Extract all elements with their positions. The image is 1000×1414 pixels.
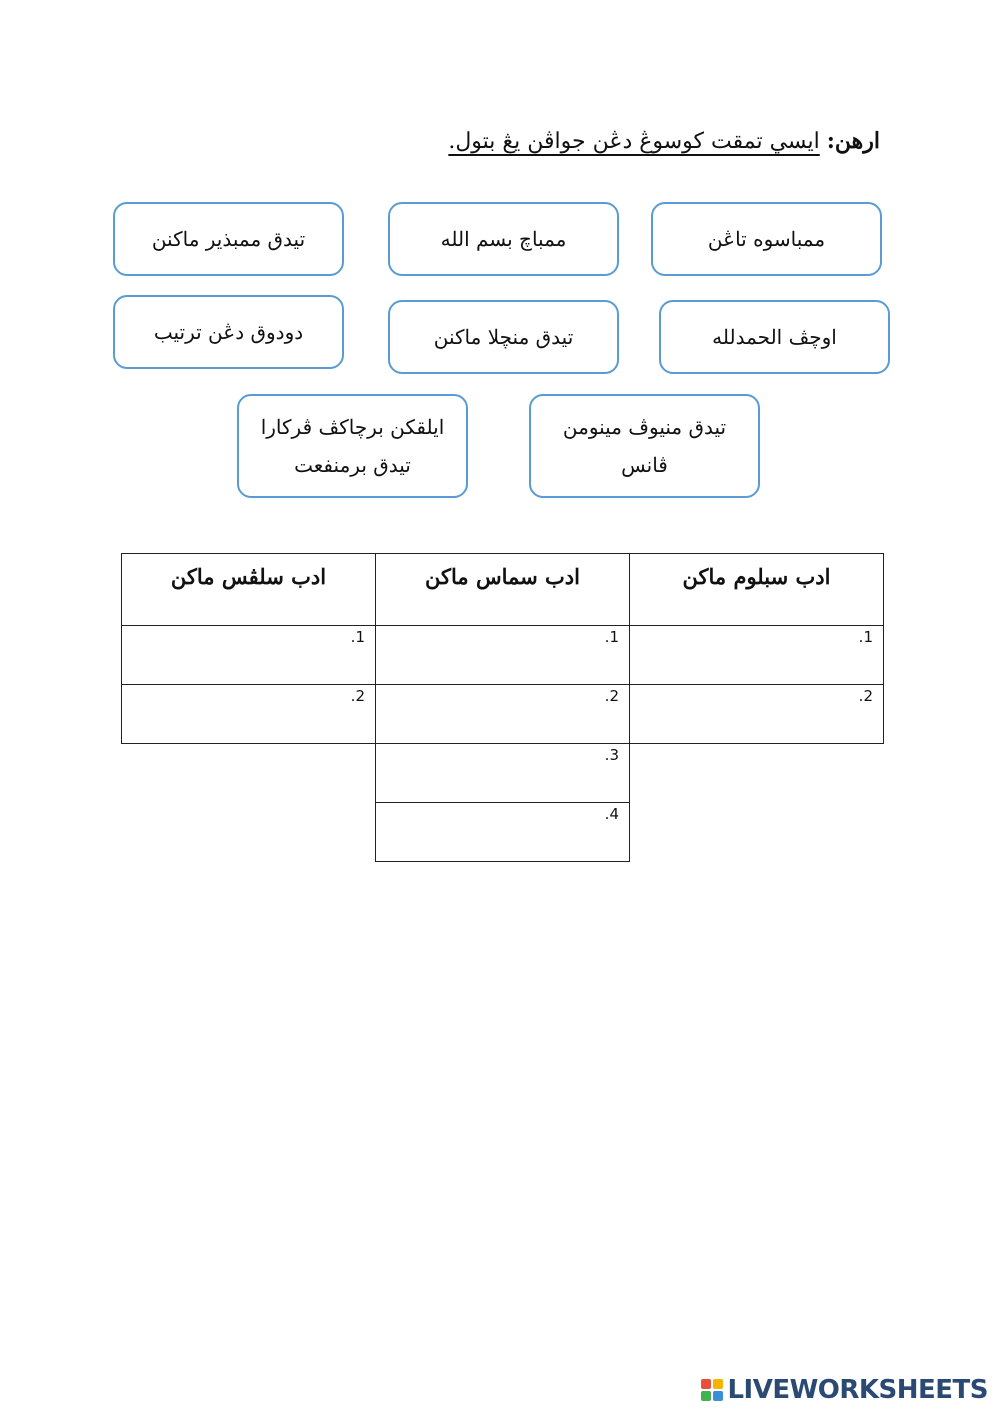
answer-card[interactable]: ممباچ بسم الله: [388, 202, 619, 276]
header-while-eating: ادب سماس ماكن: [376, 554, 630, 626]
drop-zone[interactable]: [382, 766, 623, 800]
logo-square: [713, 1391, 723, 1401]
instruction-label: ارهن:: [826, 128, 880, 154]
drop-zone[interactable]: [382, 648, 623, 682]
table-header-row: [122, 554, 884, 626]
item-number: 3.: [604, 746, 619, 764]
logo-square: [701, 1379, 711, 1389]
answer-cell-during-3[interactable]: [376, 744, 630, 803]
drop-zone[interactable]: [382, 825, 623, 859]
item-number: 2.: [604, 687, 619, 705]
instruction-text: ايسي تمقت كوسوڠ دڠن جواڤن يڠ بتول.: [448, 129, 820, 154]
instruction: [448, 128, 880, 154]
answer-cell-before-1[interactable]: [630, 626, 884, 685]
empty-cell: [122, 803, 376, 862]
answer-card[interactable]: ايلقكن برچاكڤ ڤركارا تيدق برمنفعت: [237, 394, 468, 498]
answer-cell-during-4[interactable]: [376, 803, 630, 862]
liveworksheets-logo-icon: [701, 1379, 723, 1401]
item-number: 2.: [350, 687, 365, 705]
drop-zone[interactable]: [636, 648, 877, 682]
drop-zone[interactable]: [636, 707, 877, 741]
answer-card[interactable]: تيدق ممبذير ماكنن: [113, 202, 344, 276]
drop-zone[interactable]: [382, 707, 623, 741]
empty-cell: [630, 744, 884, 803]
table-row: [122, 744, 884, 803]
answer-card[interactable]: تيدق منيوڤ مينومن ڤانس: [529, 394, 760, 498]
answer-card[interactable]: اوچڤ الحمدلله: [659, 300, 890, 374]
answer-cell-after-1[interactable]: [122, 626, 376, 685]
sorting-table: [121, 553, 884, 862]
answer-cell-after-2[interactable]: [122, 685, 376, 744]
brand-name: LIVEWORKSHEETS: [727, 1375, 988, 1405]
answer-card[interactable]: دودوق دڠن ترتيب: [113, 295, 344, 369]
table-row: [122, 685, 884, 744]
answer-card[interactable]: تيدق منچلا ماكنن: [388, 300, 619, 374]
item-number: 2.: [858, 687, 873, 705]
answer-cell-before-2[interactable]: [630, 685, 884, 744]
answer-card[interactable]: ممباسوه تاڠن: [651, 202, 882, 276]
answer-cell-during-1[interactable]: [376, 626, 630, 685]
answer-cell-during-2[interactable]: [376, 685, 630, 744]
item-number: 1.: [604, 628, 619, 646]
table-row: [122, 626, 884, 685]
item-number: 1.: [858, 628, 873, 646]
empty-cell: [630, 803, 884, 862]
header-before-eating: ادب سبلوم ماكن: [630, 554, 884, 626]
empty-cell: [122, 744, 376, 803]
drop-zone[interactable]: [128, 707, 369, 741]
table-row: [122, 803, 884, 862]
header-after-eating: ادب سلڤس ماكن: [122, 554, 376, 626]
logo-square: [701, 1391, 711, 1401]
item-number: 1.: [350, 628, 365, 646]
drop-zone[interactable]: [128, 648, 369, 682]
liveworksheets-brand: [701, 1375, 988, 1405]
logo-square: [713, 1379, 723, 1389]
item-number: 4.: [604, 805, 619, 823]
